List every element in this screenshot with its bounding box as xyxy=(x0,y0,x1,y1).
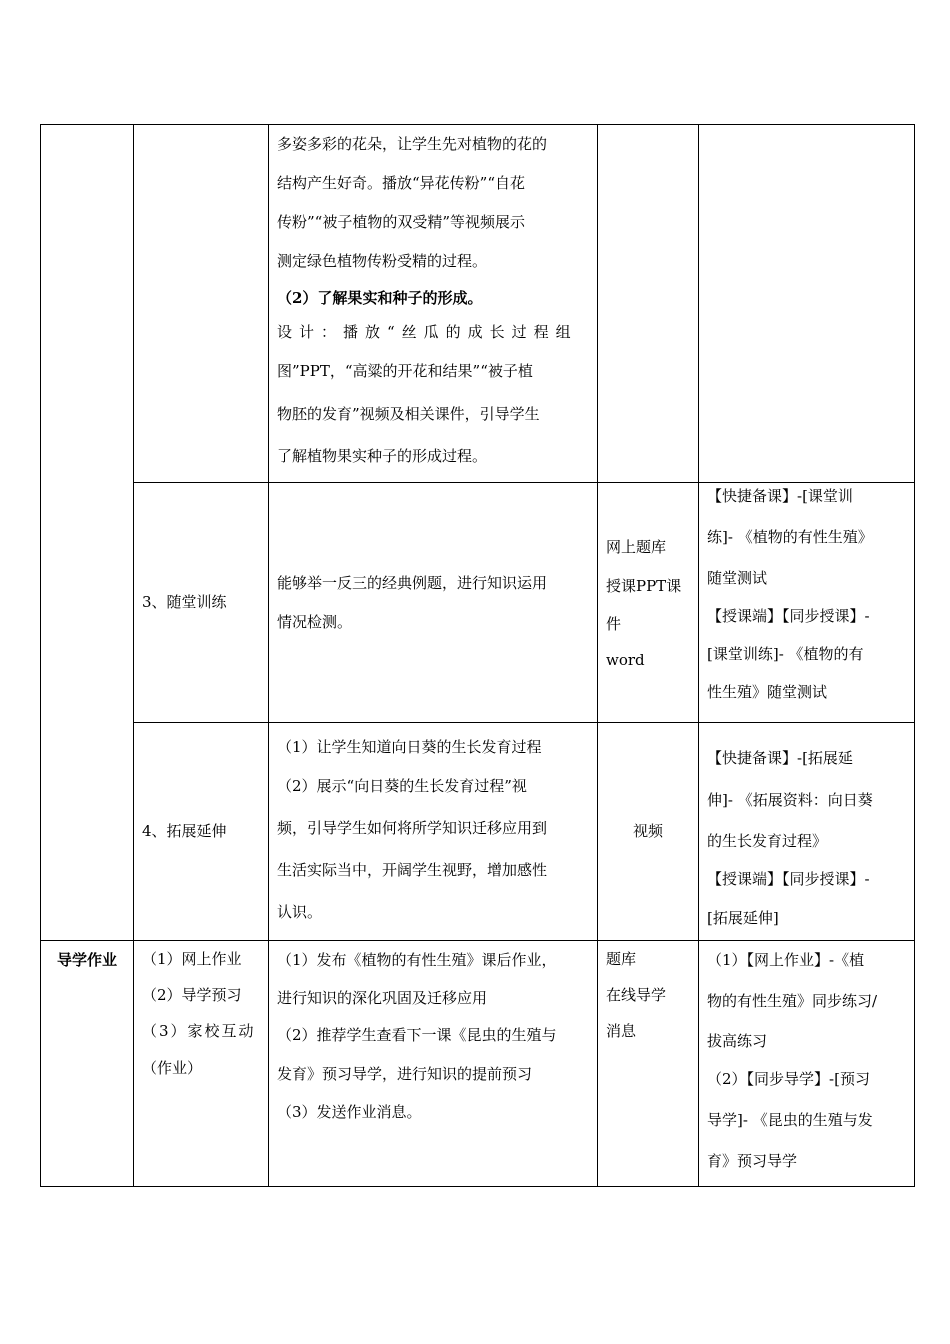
content-line: 物胚的发育”视频及相关课件，引导学生 xyxy=(277,405,540,423)
content-line: 认识。 xyxy=(277,903,323,921)
platform-line: 伸]- 《拓展资料：向日葵 xyxy=(707,791,873,809)
content-line: 了解植物果实种子的形成过程。 xyxy=(277,447,488,465)
platform-line: 导学]- 《昆虫的生殖与发 xyxy=(707,1111,873,1129)
platform-line: [拓展延伸] xyxy=(707,909,779,927)
step-line: （1）网上作业 xyxy=(142,950,242,968)
step-line: （作业） xyxy=(142,1059,203,1077)
step-line: （2）导学预习 xyxy=(142,986,242,1004)
lesson-plan-table xyxy=(40,124,915,1187)
step-label: 3、随堂训练 xyxy=(142,593,227,611)
step-line: （3）家校互动 xyxy=(142,1022,256,1040)
table-row xyxy=(41,723,915,941)
platform-line: 练]- 《植物的有性生殖》 xyxy=(707,528,873,546)
content-line: 频，引导学生如何将所学知识迁移应用到 xyxy=(277,819,548,837)
resource-line: 授课PPT课 xyxy=(606,576,682,595)
platform-line: 拔高练习 xyxy=(707,1032,768,1050)
content-heading: （2）了解果实和种子的形成。 xyxy=(277,289,483,307)
platform-line: （1）【网上作业】-《植 xyxy=(707,951,865,969)
platform-line: [课堂训练]- 《植物的有 xyxy=(707,645,864,663)
platform-line: 育》预习导学 xyxy=(707,1152,798,1170)
content-line: （2）推荐学生查看下一课《昆虫的生殖与 xyxy=(277,1026,557,1044)
content-line: （1）让学生知道向日葵的生长发育过程 xyxy=(277,738,542,756)
resource-cell xyxy=(598,125,699,483)
platform-cell xyxy=(699,483,915,723)
content-line: （3）发送作业消息。 xyxy=(277,1103,422,1121)
resource-line: 题库 xyxy=(606,950,637,968)
content-line: 传粉”“被子植物的双受精”等视频展示 xyxy=(277,213,526,231)
content-line: 多姿多彩的花朵，让学生先对植物的花的 xyxy=(277,135,548,153)
content-line: 情况检测。 xyxy=(277,612,353,631)
platform-line: 性生殖》随堂测试 xyxy=(707,683,828,701)
content-cell xyxy=(269,723,598,941)
resource-cell xyxy=(598,483,699,723)
platform-line: 【授课端】【同步授课】- xyxy=(707,870,870,888)
platform-line: 随堂测试 xyxy=(707,569,768,587)
table-row xyxy=(41,483,915,723)
content-cell xyxy=(269,941,598,1187)
platform-line: 【快捷备课】-[拓展延 xyxy=(707,749,853,767)
resource-cell xyxy=(598,723,699,941)
section-cell xyxy=(41,941,134,1187)
resource-line: 视频 xyxy=(632,822,663,840)
resource-line: 件 xyxy=(606,614,622,633)
resource-line: word xyxy=(606,650,645,669)
platform-line: 【快捷备课】-[课堂训 xyxy=(707,487,853,505)
content-line: 结构产生好奇。播放“异花传粉”“自花 xyxy=(277,174,526,192)
platform-cell xyxy=(699,125,915,483)
platform-line: 物的有性生殖》同步练习/ xyxy=(707,992,878,1010)
step-cell xyxy=(134,125,269,483)
step-cell xyxy=(134,723,269,941)
platform-cell xyxy=(699,723,915,941)
content-cell xyxy=(269,125,598,483)
platform-line: 的生长发育过程》 xyxy=(707,832,828,850)
platform-line: 【授课端】【同步授课】- xyxy=(707,607,870,625)
platform-line: （2）【同步导学】-[预习 xyxy=(707,1070,870,1088)
content-line: （1）发布《植物的有性生殖》课后作业， xyxy=(277,951,557,969)
content-line: 测定绿色植物传粉受精的过程。 xyxy=(277,252,488,270)
section-cell xyxy=(41,125,134,941)
platform-cell xyxy=(699,941,915,1187)
step-cell xyxy=(134,483,269,723)
step-label: 4、拓展延伸 xyxy=(142,822,227,840)
content-line: 生活实际当中，开阔学生视野，增加感性 xyxy=(277,861,548,879)
content-line: 图”PPT，“高粱的开花和结果”“被子植 xyxy=(277,362,533,380)
resource-cell xyxy=(598,941,699,1187)
content-line: 发育》预习导学，进行知识的提前预习 xyxy=(277,1065,533,1083)
content-line: 能够举一反三的经典例题，进行知识运用 xyxy=(277,573,548,592)
content-cell xyxy=(269,483,598,723)
resource-line: 网上题库 xyxy=(606,537,667,556)
resource-line: 消息 xyxy=(606,1022,637,1040)
table-row xyxy=(41,941,915,1187)
section-label: 导学作业 xyxy=(56,951,117,969)
content-line: 设计：播放“丝瓜的成长过程组 xyxy=(277,323,578,341)
resource-line: 在线导学 xyxy=(606,986,667,1004)
table-row xyxy=(41,125,915,483)
step-cell xyxy=(134,941,269,1187)
content-line: （2）展示“向日葵的生长发育过程”视 xyxy=(277,777,527,795)
content-line: 进行知识的深化巩固及迁移应用 xyxy=(277,989,488,1007)
